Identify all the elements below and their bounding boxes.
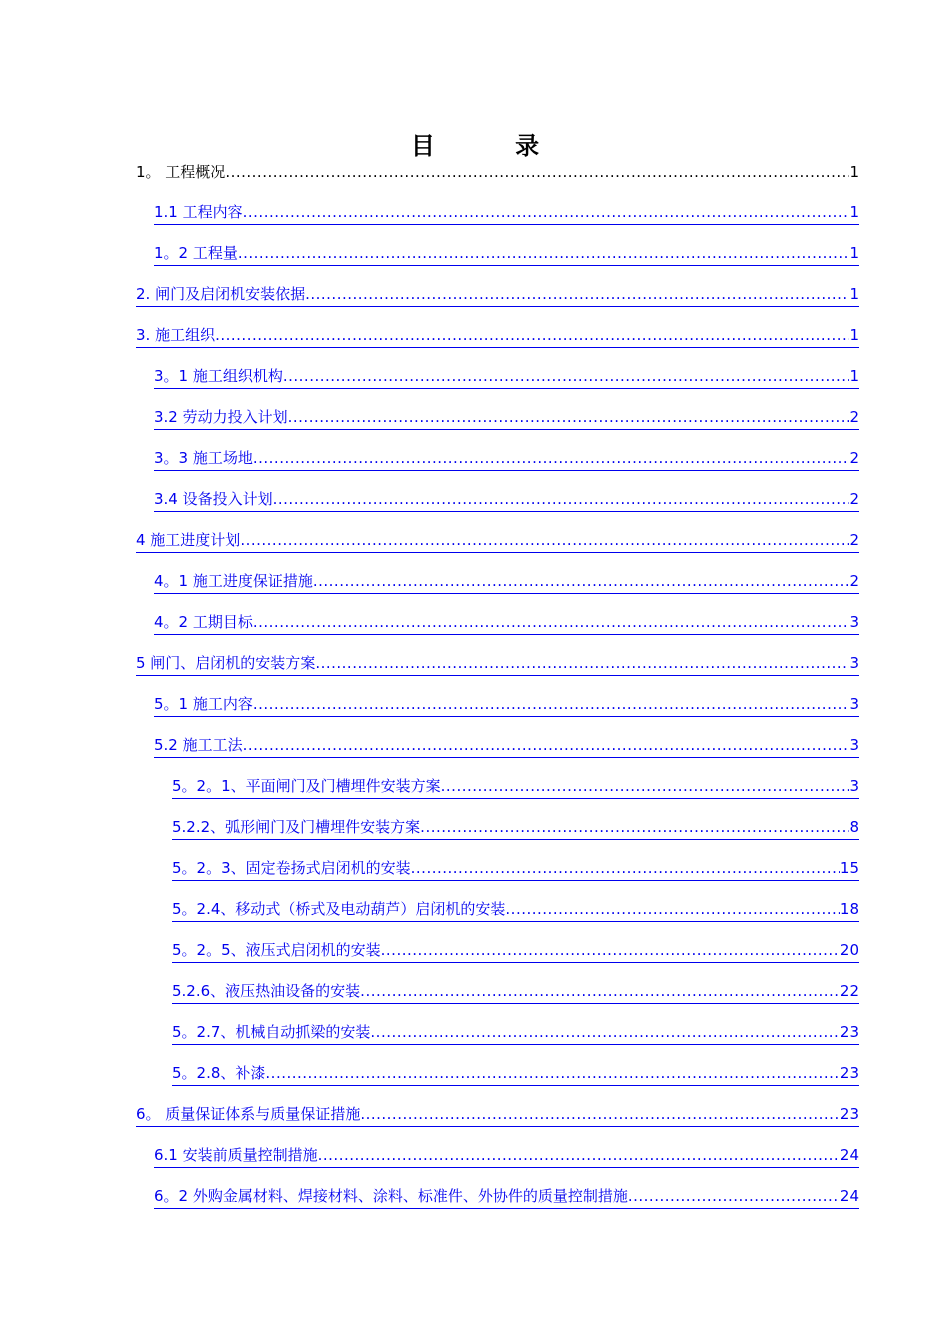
toc-entry-label: 6.1 安装前质量控制措施: [154, 1145, 318, 1168]
toc-dot-leader: [288, 407, 850, 430]
toc-dot-leader: [381, 940, 840, 963]
toc-entry-label: 5。2.7、机械自动抓梁的安装: [172, 1022, 370, 1045]
toc-dot-leader: [505, 899, 840, 922]
toc-entry[interactable]: [172, 816, 859, 840]
toc-title: 目 录: [410, 132, 576, 160]
toc-dot-leader: [238, 243, 850, 266]
toc-entry[interactable]: [172, 1021, 859, 1045]
toc-page-number: 2: [849, 448, 859, 471]
toc-dot-leader: [215, 325, 849, 348]
toc-page-number: 22: [840, 981, 859, 1004]
toc-entry[interactable]: [172, 775, 859, 799]
toc-entry-label: 4。2 工期目标: [154, 612, 253, 635]
toc-entry[interactable]: [154, 406, 859, 430]
toc-entry-label: 5。2.4、移动式（桥式及电动葫芦）启闭机的安装: [172, 899, 505, 922]
toc-page-number: 1: [849, 325, 859, 348]
toc-dot-leader: [360, 1104, 840, 1127]
toc-dot-leader: [225, 162, 849, 184]
toc-entry-label: 3。1 施工组织机构: [154, 366, 283, 389]
toc-entry-label: 3.2 劳动力投入计划: [154, 407, 288, 430]
toc-dot-leader: [253, 448, 850, 471]
toc-entry-label: 6。2 外购金属材料、焊接材料、涂料、标准件、外协件的质量控制措施: [154, 1186, 628, 1209]
toc-entry-label: 5。2。1、平面闸门及门槽埋件安装方案: [172, 776, 441, 799]
toc-dot-leader: [273, 489, 850, 512]
toc-dot-leader: [370, 1022, 840, 1045]
toc-dot-leader: [243, 735, 850, 758]
toc-entry-label: 1。2 工程量: [154, 243, 238, 266]
toc-dot-leader: [265, 1063, 840, 1086]
toc-dot-leader: [420, 817, 849, 840]
toc-entry-label: 5。2。5、液压式启闭机的安装: [172, 940, 381, 963]
toc-entry[interactable]: [136, 652, 859, 676]
toc-page-number: 3: [849, 694, 859, 717]
toc-entry[interactable]: [172, 980, 859, 1004]
toc-entry[interactable]: [154, 242, 859, 266]
toc-entry-label: 5。2。3、固定卷扬式启闭机的安装: [172, 858, 411, 881]
toc-entry[interactable]: [154, 734, 859, 758]
toc-page-number: 2: [849, 407, 859, 430]
toc-entry[interactable]: [172, 857, 859, 881]
toc-page-number: 1: [849, 284, 859, 307]
toc-dot-leader: [315, 653, 849, 676]
toc-entry-label: 3.4 设备投入计划: [154, 489, 273, 512]
toc-entry[interactable]: [136, 529, 859, 553]
toc-entry: [136, 160, 859, 184]
toc-entry[interactable]: [154, 1185, 859, 1209]
toc-entry[interactable]: [154, 693, 859, 717]
toc-entry[interactable]: [154, 201, 859, 225]
toc-entry[interactable]: [172, 1062, 859, 1086]
toc-dot-leader: [313, 571, 850, 594]
toc-page-number: 3: [849, 612, 859, 635]
toc-entry-label: 5.2.2、弧形闸门及门槽埋件安装方案: [172, 817, 420, 840]
toc-entry-label: 4。1 施工进度保证措施: [154, 571, 313, 594]
toc-entry-label: 4 施工进度计划: [136, 530, 240, 553]
toc-page-number: 18: [840, 899, 859, 922]
toc-entry[interactable]: [136, 1103, 859, 1127]
toc-entry[interactable]: [172, 898, 859, 922]
toc-dot-leader: [283, 366, 850, 389]
toc-dot-leader: [318, 1145, 840, 1168]
toc-page-number: 2: [849, 489, 859, 512]
toc-dot-leader: [628, 1186, 840, 1209]
toc-dot-leader: [305, 284, 849, 307]
toc-entry-label: 5.2.6、液压热油设备的安装: [172, 981, 360, 1004]
toc-dot-leader: [240, 530, 849, 553]
toc-page-number: 20: [840, 940, 859, 963]
toc-entry-label: 2. 闸门及启闭机安装依据: [136, 284, 305, 307]
toc-page-number: 15: [840, 858, 859, 881]
toc-dot-leader: [360, 981, 840, 1004]
toc-entry[interactable]: [154, 1144, 859, 1168]
toc-entry[interactable]: [172, 939, 859, 963]
toc-entry[interactable]: [154, 365, 859, 389]
toc-page-number: 3: [849, 653, 859, 676]
toc-entry-label: 1.1 工程内容: [154, 202, 243, 225]
toc-page-number: 23: [840, 1022, 859, 1045]
toc-entry-label: 5.2 施工工法: [154, 735, 243, 758]
toc-page-number: 2: [849, 571, 859, 594]
toc-page-number: 1: [849, 366, 859, 389]
toc-entry[interactable]: [136, 283, 859, 307]
toc-entry[interactable]: [154, 447, 859, 471]
toc-dot-leader: [441, 776, 850, 799]
toc-entry[interactable]: [154, 488, 859, 512]
toc-entry-label: 6。 质量保证体系与质量保证措施: [136, 1104, 360, 1127]
toc-page-number: 1: [849, 163, 859, 181]
toc-entry-label: 3. 施工组织: [136, 325, 215, 348]
toc-entry-label: 5。1 施工内容: [154, 694, 253, 717]
toc-entry-label: 5。2.8、补漆: [172, 1063, 265, 1086]
toc-page-number: 24: [840, 1145, 859, 1168]
toc-page-number: 2: [849, 530, 859, 553]
toc-page-number: 24: [840, 1186, 859, 1209]
toc-page-number: 8: [849, 817, 859, 840]
toc-entry[interactable]: [154, 611, 859, 635]
toc-entry-label: 5 闸门、启闭机的安装方案: [136, 653, 315, 676]
toc-page-number: 3: [849, 735, 859, 758]
toc-page-number: 1: [849, 202, 859, 225]
toc-entry-label: 1。 工程概况: [136, 163, 226, 181]
toc-page-number: 1: [849, 243, 859, 266]
toc-dot-leader: [411, 858, 840, 881]
toc-entry-label: 3。3 施工场地: [154, 448, 253, 471]
toc-page-number: 23: [840, 1104, 859, 1127]
toc-dot-leader: [253, 694, 850, 717]
toc-page-number: 3: [849, 776, 859, 799]
toc-page-number: 23: [840, 1063, 859, 1086]
toc-entry[interactable]: [136, 324, 859, 348]
toc-entry[interactable]: [154, 570, 859, 594]
toc-dot-leader: [243, 202, 850, 225]
toc-dot-leader: [253, 612, 850, 635]
